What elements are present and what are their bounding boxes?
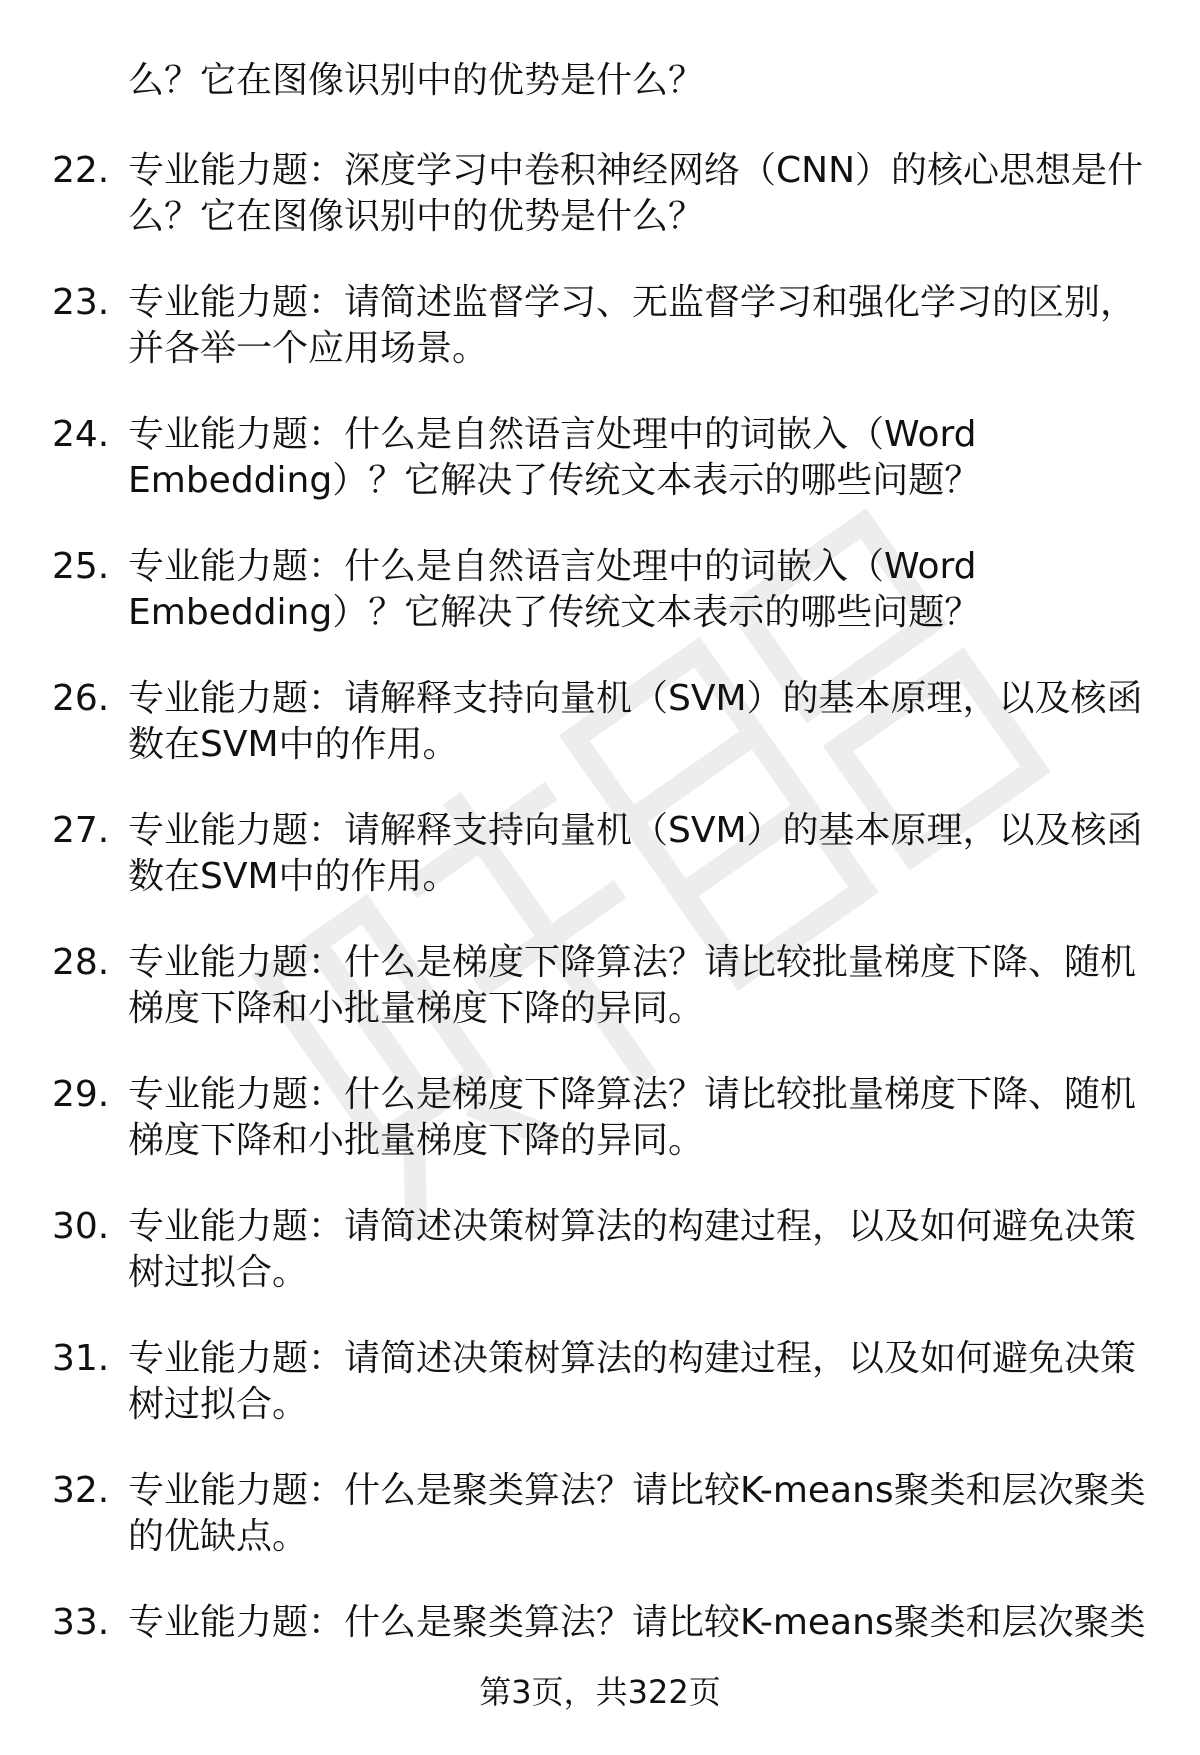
item-text: 专业能力题：请解释支持向量机（SVM）的基本原理，以及核函 数在SVM中的作用。: [128, 678, 1143, 765]
item-text: 专业能力题：什么是聚类算法？请比较K-means聚类和层次聚类 的优缺点。: [128, 1470, 1146, 1557]
list-item: [0, 532, 1200, 664]
item-text: 专业能力题：请解释支持向量机（SVM）的基本原理，以及核函 数在SVM中的作用。: [128, 810, 1143, 897]
item-number: 27.: [52, 810, 110, 851]
item-number: 33.: [52, 1602, 110, 1643]
list-item: [0, 1060, 1200, 1192]
list-item: [0, 664, 1200, 796]
question-list: [0, 136, 1200, 1720]
item-number: 29.: [52, 1074, 110, 1115]
list-item: [0, 796, 1200, 928]
item-text: 专业能力题：请简述监督学习、无监督学习和强化学习的区别， 并各举一个应用场景。: [128, 282, 1137, 369]
item-text: 专业能力题：请简述决策树算法的构建过程，以及如何避免决策 树过拟合。: [128, 1338, 1137, 1425]
item-text: 专业能力题：什么是自然语言处理中的词嵌入（Word Embedding）？它解决了传统文本表示的哪些问题？: [128, 546, 981, 633]
item-number: 31.: [52, 1338, 110, 1379]
list-item: [0, 1192, 1200, 1324]
item-text: 专业能力题：什么是聚类算法？请比较K-means聚类和层次聚类: [128, 1602, 1146, 1643]
item-number: 30.: [52, 1206, 110, 1247]
item-number: 25.: [52, 546, 110, 587]
item-text: 专业能力题：深度学习中卷积神经网络（CNN）的核心思想是什 么？它在图像识别中的优势是什么？: [128, 150, 1143, 237]
item-text: 专业能力题：什么是梯度下降算法？请比较批量梯度下降、随机 梯度下降和小批量梯度下降的异同。: [128, 942, 1137, 1029]
item-number: 24.: [52, 414, 110, 455]
continued-text: 么？它在图像识别中的优势是什么？: [128, 60, 705, 101]
item-text: 专业能力题：什么是梯度下降算法？请比较批量梯度下降、随机 梯度下降和小批量梯度下降的异同。: [128, 1074, 1137, 1161]
list-item: [0, 1456, 1200, 1588]
list-item: [0, 268, 1200, 400]
list-item: [0, 1324, 1200, 1456]
item-text: 专业能力题：什么是自然语言处理中的词嵌入（Word Embedding）？它解决了传统文本表示的哪些问题？: [128, 414, 981, 501]
item-number: 23.: [52, 282, 110, 323]
item-number: 28.: [52, 942, 110, 983]
item-number: 32.: [52, 1470, 110, 1511]
list-item: [0, 928, 1200, 1060]
item-number: 22.: [52, 150, 110, 191]
item-text: 专业能力题：请简述决策树算法的构建过程，以及如何避免决策 树过拟合。: [128, 1206, 1137, 1293]
list-item: [0, 400, 1200, 532]
item-number: 26.: [52, 678, 110, 719]
page-footer: 第3页，共322页: [479, 1673, 721, 1711]
list-item: [0, 136, 1200, 268]
